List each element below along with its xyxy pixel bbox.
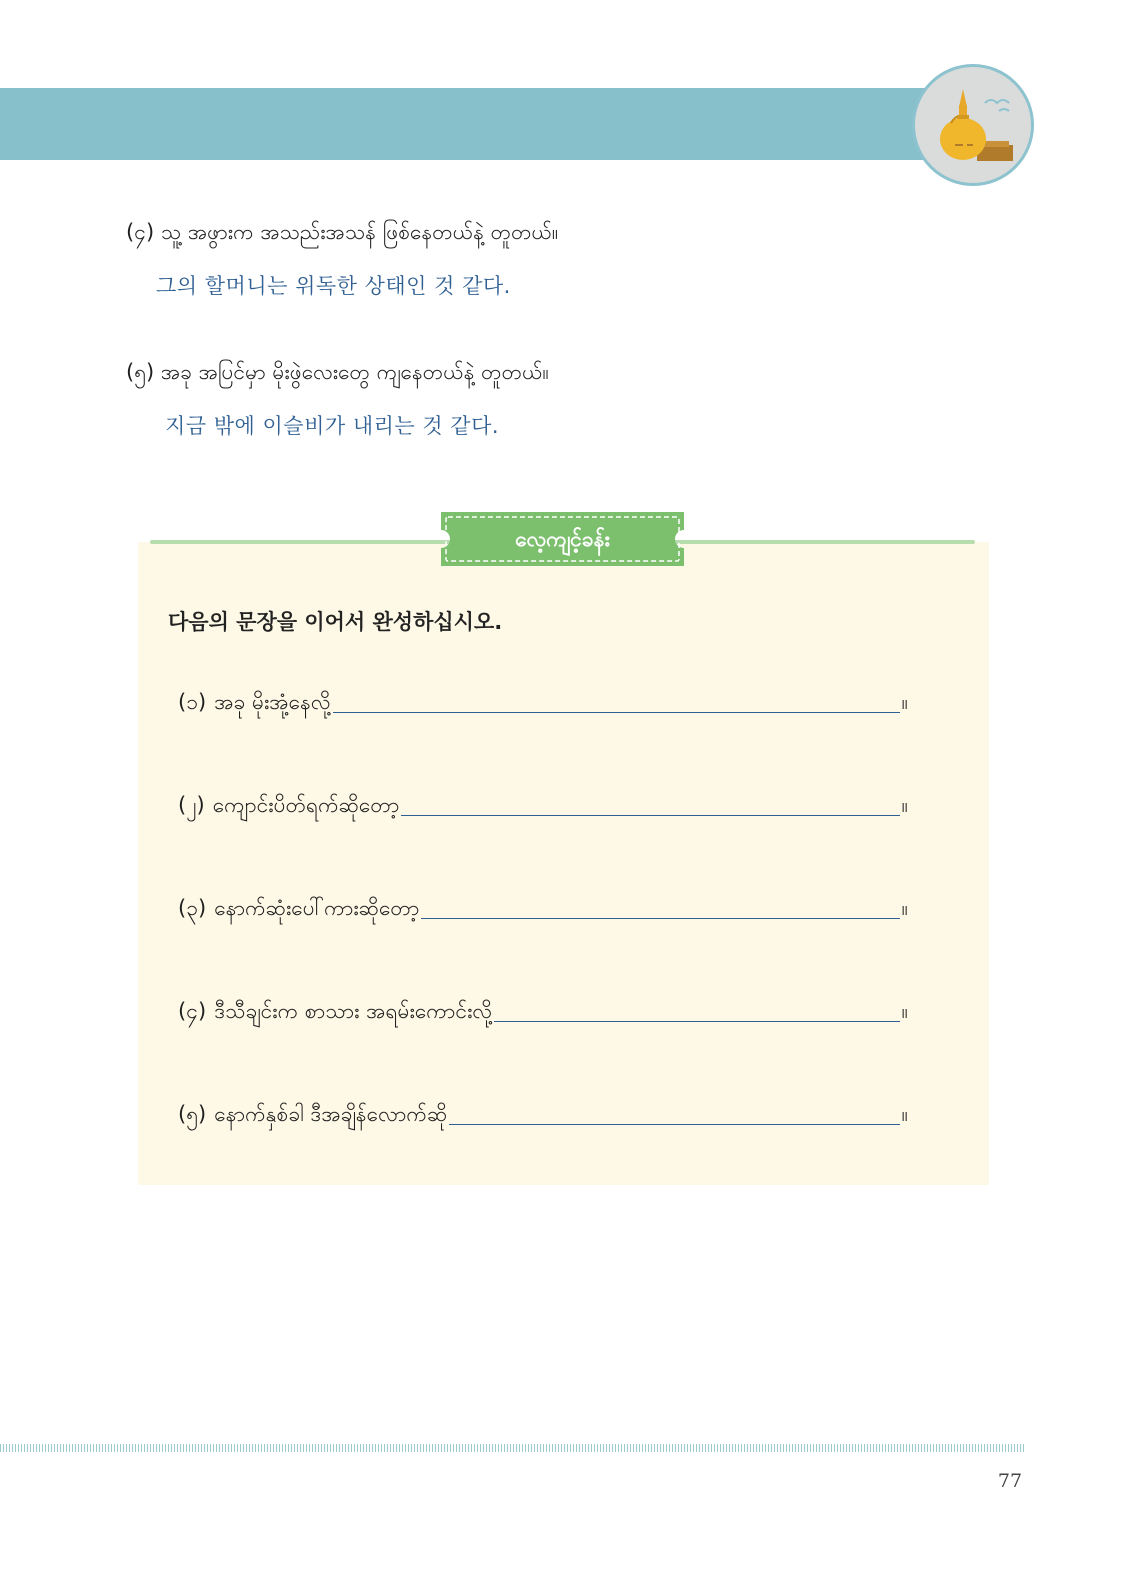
sentence-end-mark: ။ (901, 690, 908, 714)
example-text: သူ့ အဖွားက အသည်းအသန် ဖြစ်နေတယ်နဲ့ တူတယ်။ (160, 220, 559, 244)
example-text: အခု အပြင်မှာ မိုးဖွဲလေးတွေ ကျနေတယ်နဲ့ တူတယ်။ (160, 360, 549, 384)
exercise-item-number: (၁) (178, 690, 207, 714)
answer-blank[interactable] (333, 711, 900, 713)
exercise-item-number: (၂) (178, 793, 205, 817)
exercise-item-stem: နောက်ဆုံးပေါ်ကားဆိုတော့ (214, 896, 420, 920)
exercise-item (178, 890, 908, 926)
golden-rock-pagoda-icon (912, 64, 1034, 186)
sentence-end-mark: ။ (901, 999, 908, 1023)
answer-blank[interactable] (449, 1123, 899, 1125)
example-translation: 지금 밖에 이슬비가 내리는 것 같다. (165, 414, 500, 438)
exercise-item-number: (၃) (178, 896, 207, 920)
answer-blank[interactable] (401, 814, 899, 816)
answer-blank[interactable] (494, 1020, 900, 1022)
exercise-item-stem: ကျောင်းပိတ်ရက်ဆိုတော့ (212, 793, 400, 817)
example-sentence (126, 358, 549, 386)
exercise-item-stem: အခု မိုးအုံ့နေလို့ (214, 690, 331, 714)
sentence-end-mark: ။ (901, 1102, 908, 1126)
exercise-item-number: (၅) (178, 1102, 207, 1126)
answer-blank[interactable] (421, 917, 899, 919)
header-band (0, 88, 960, 160)
exercise-item-stem: ဒီသီချင်းက စာသား အရမ်းကောင်းလို့ (214, 999, 493, 1023)
exercise-title: လေ့ကျင့်ခန်း (515, 527, 610, 551)
example-translation: 그의 할머니는 위독한 상태인 것 같다. (156, 274, 511, 298)
exercise-item (178, 684, 908, 720)
exercise-panel (138, 542, 989, 1185)
exercise-item (178, 993, 908, 1029)
example-number: (၄) (126, 220, 155, 244)
exercise-item-stem: နောက်နှစ်ခါ ဒီအချိန်လောက်ဆို (214, 1102, 448, 1126)
sentence-end-mark: ။ (901, 793, 908, 817)
exercise-instruction: 다음의 문장을 이어서 완성하십시오. (168, 610, 503, 634)
footer-divider (0, 1444, 1026, 1452)
example-number: (၅) (126, 360, 155, 384)
exercise-item (178, 1096, 908, 1132)
exercise-item-number: (၄) (178, 999, 207, 1023)
exercise-item (178, 787, 908, 823)
example-sentence (126, 218, 558, 246)
page-number: 77 (997, 1470, 1023, 1492)
sentence-end-mark: ။ (901, 896, 908, 920)
